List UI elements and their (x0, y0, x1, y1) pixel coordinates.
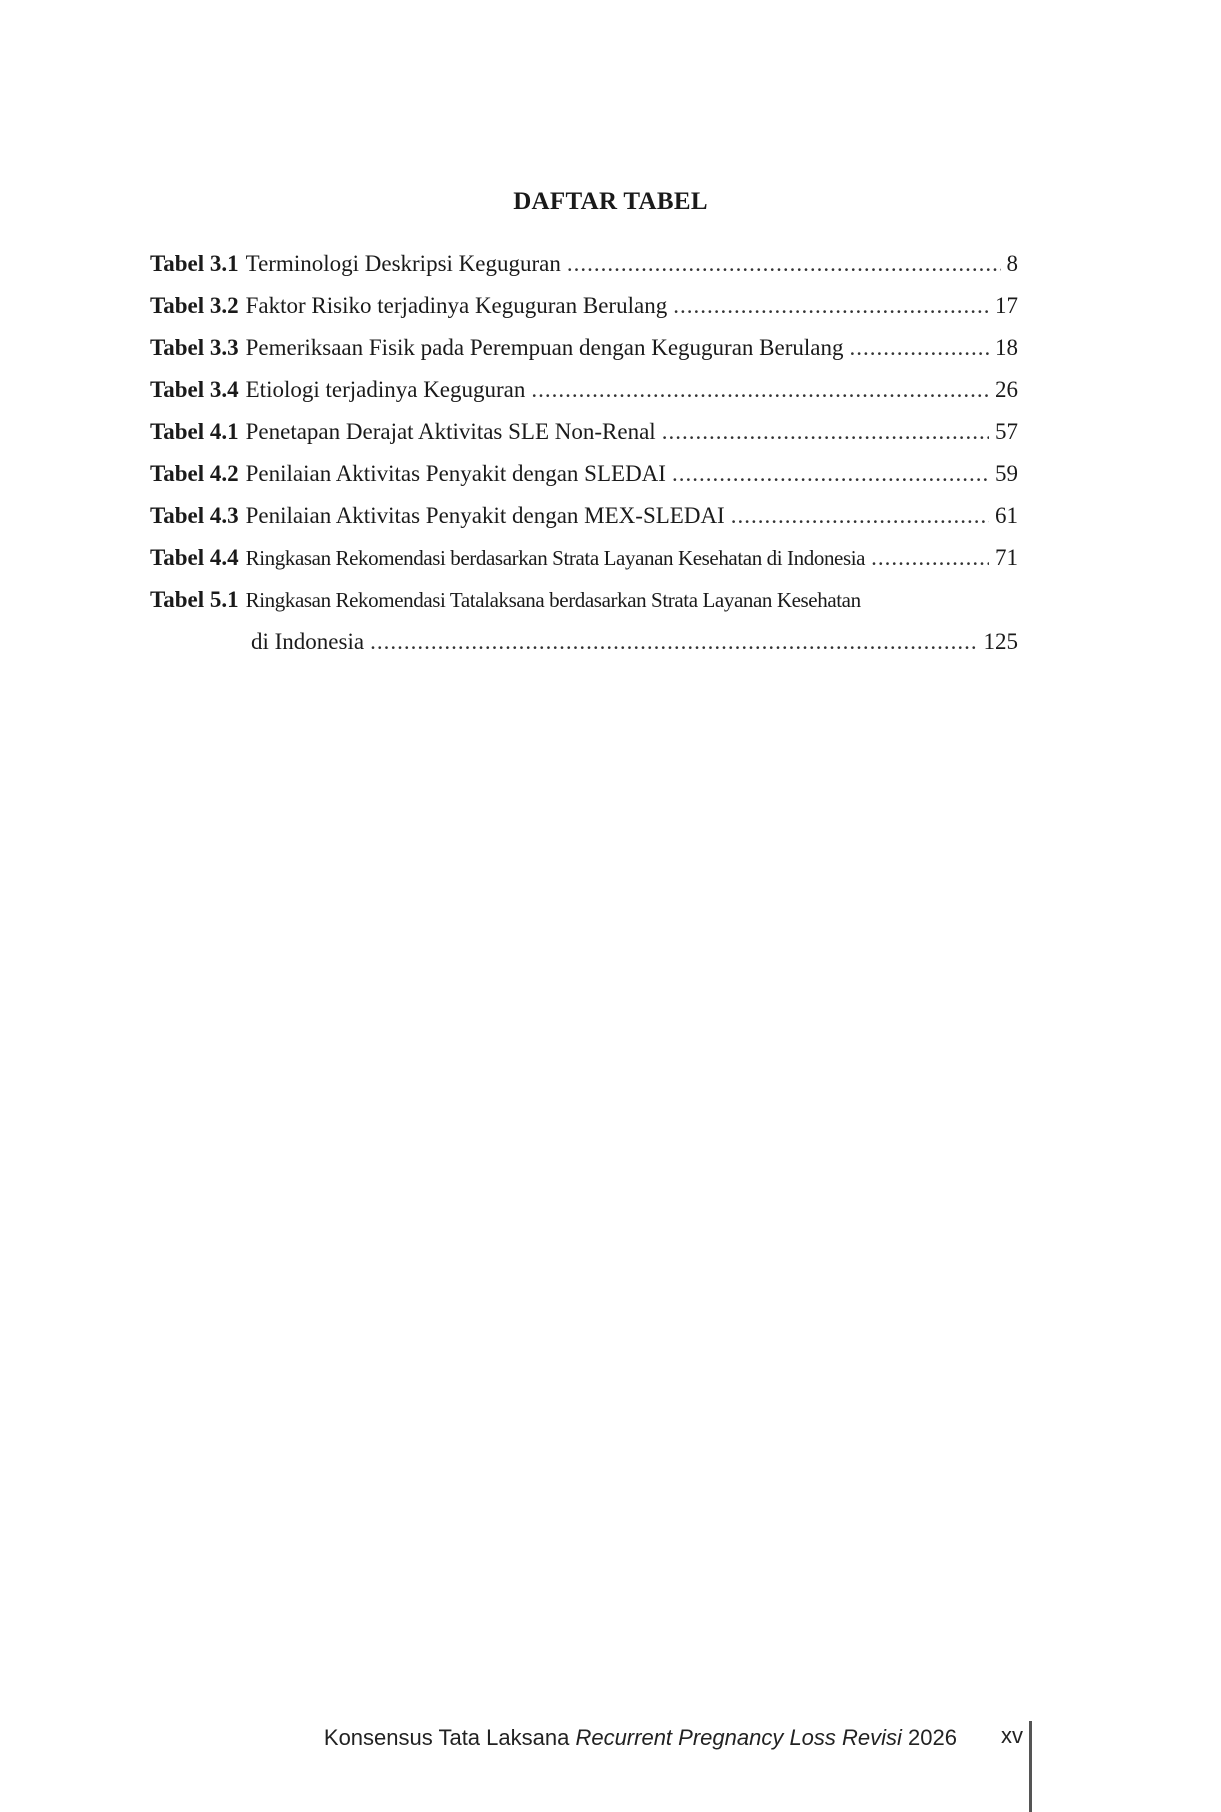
dot-leader (871, 537, 989, 579)
toc-entry-tabel-3-1[interactable] (150, 243, 1018, 285)
toc-entry-title: Terminologi Deskripsi Keguguran (245, 251, 561, 276)
table-list (150, 243, 1018, 663)
toc-entry-tabel-4-1[interactable] (150, 411, 1018, 453)
footer-title-italic: Recurrent Pregnancy Loss Revisi (575, 1725, 902, 1750)
toc-entry-page: 125 (983, 629, 1018, 654)
toc-entry-tabel-3-4[interactable] (150, 369, 1018, 411)
toc-entry-label: Tabel 4.4 (150, 545, 239, 570)
footer-page-number: xv (1001, 1723, 1023, 1748)
toc-entry-tabel-4-4[interactable] (150, 537, 1018, 579)
toc-entry-title: Penilaian Aktivitas Penyakit dengan SLEDAI (245, 461, 666, 486)
toc-entry-title: Ringkasan Rekomendasi Tatalaksana berdasarkan Strata Layanan Kesehatan (245, 588, 861, 612)
toc-entry-page: 57 (995, 419, 1018, 444)
toc-entry-label: Tabel 5.1 (150, 587, 239, 612)
page-footer (0, 1725, 1221, 1812)
toc-entry-title: Ringkasan Rekomendasi berdasarkan Strata Layanan Kesehatan di Indonesia (245, 546, 866, 570)
toc-entry-tabel-4-2[interactable] (150, 453, 1018, 495)
toc-entry-tabel-5-1[interactable] (150, 579, 1018, 663)
dot-leader (370, 621, 977, 663)
footer-vertical-rule (1029, 1721, 1032, 1812)
toc-entry-title: Etiologi terjadinya Keguguran (245, 377, 526, 402)
footer-title-year: 2026 (901, 1725, 957, 1750)
toc-entry-title: Faktor Risiko terjadinya Keguguran Berulang (245, 293, 668, 318)
toc-entry-title-continued: di Indonesia (251, 629, 365, 654)
toc-entry-label: Tabel 4.1 (150, 419, 239, 444)
toc-entry-tabel-3-2[interactable] (150, 285, 1018, 327)
toc-entry-label: Tabel 3.1 (150, 251, 239, 276)
dot-leader (662, 411, 989, 453)
toc-entry-tabel-3-3[interactable] (150, 327, 1018, 369)
toc-entry-page: 61 (995, 503, 1018, 528)
dot-leader (567, 243, 1001, 285)
toc-entry-title: Penetapan Derajat Aktivitas SLE Non-Renal (245, 419, 656, 444)
dot-leader (731, 495, 989, 537)
dot-leader (672, 453, 989, 495)
page-title: DAFTAR TABEL (513, 188, 708, 215)
toc-entry-page: 18 (995, 335, 1018, 360)
toc-entry-label: Tabel 3.4 (150, 377, 239, 402)
toc-entry-label: Tabel 3.2 (150, 293, 239, 318)
dot-leader (849, 327, 989, 369)
toc-entry-page: 26 (995, 377, 1018, 402)
toc-entry-tabel-4-3[interactable] (150, 495, 1018, 537)
dot-leader (531, 369, 989, 411)
footer-title-regular: Konsensus Tata Laksana (323, 1725, 576, 1750)
toc-entry-page: 17 (995, 293, 1018, 318)
dot-leader (673, 285, 989, 327)
toc-entry-title: Penilaian Aktivitas Penyakit dengan MEX-SLEDAI (245, 503, 725, 528)
toc-entry-title: Pemeriksaan Fisik pada Perempuan dengan Keguguran Berulang (245, 335, 844, 360)
toc-entry-label: Tabel 3.3 (150, 335, 239, 360)
toc-entry-page: 59 (995, 461, 1018, 486)
toc-entry-label: Tabel 4.3 (150, 503, 239, 528)
toc-entry-label: Tabel 4.2 (150, 461, 239, 486)
toc-entry-page: 8 (1006, 251, 1018, 276)
footer-title (324, 1725, 957, 1751)
toc-entry-page: 71 (995, 545, 1018, 570)
